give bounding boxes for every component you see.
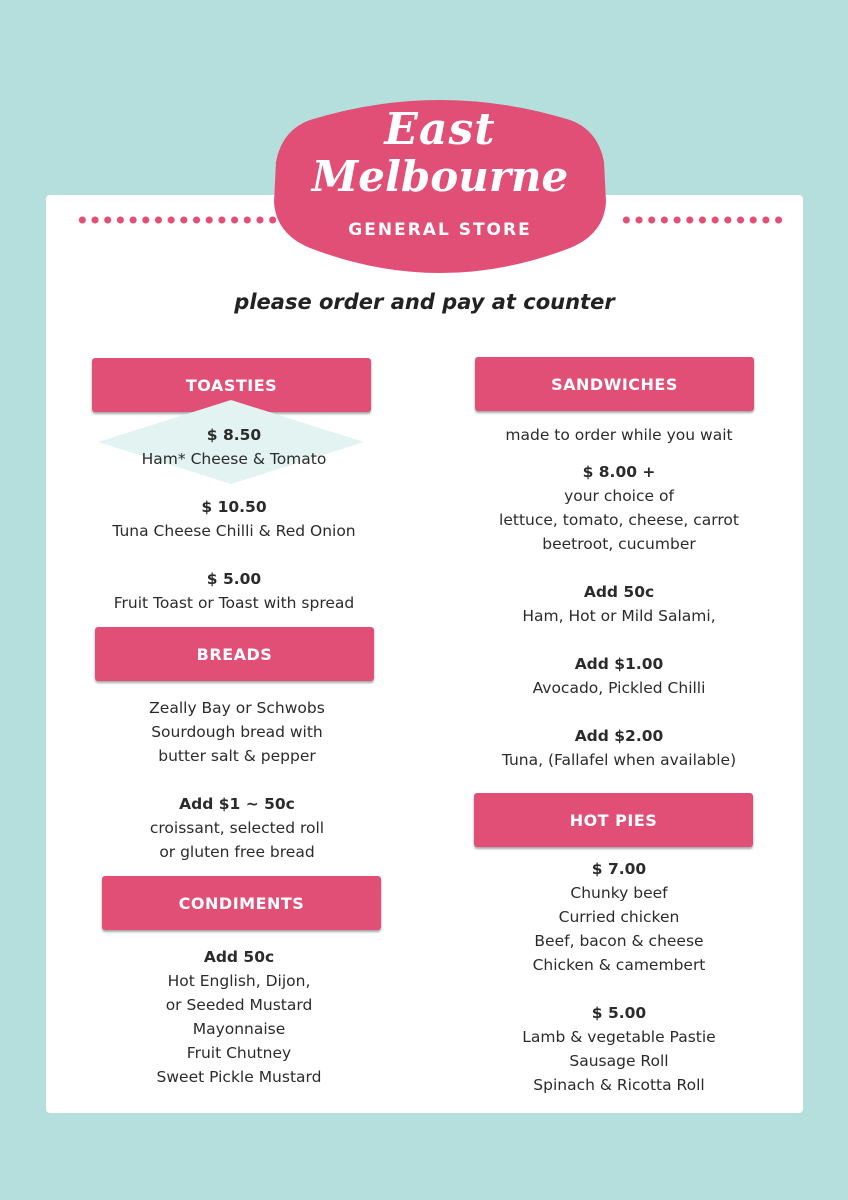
toastie-price: $ 8.50	[206, 426, 262, 444]
toastie-desc: Fruit Toast or Toast with spread	[113, 594, 355, 612]
pie-item: Lamb & vegetable Pastie	[522, 1028, 716, 1046]
pie-price: $ 5.00	[591, 1004, 647, 1022]
sandwich-addon-price: Add $2.00	[574, 727, 664, 745]
hot-pies-heading: HOT PIES	[474, 793, 753, 847]
pie-item: Chicken & camembert	[532, 956, 706, 974]
sandwich-addon-desc: Avocado, Pickled Chilli	[532, 679, 706, 697]
sandwich-base-desc: your choice of	[564, 487, 674, 505]
condiment-item: Mayonnaise	[192, 1020, 286, 1038]
bread-desc-line: butter salt & pepper	[158, 747, 316, 765]
condiment-price: Add 50c	[203, 948, 275, 966]
pie-item: Curried chicken	[558, 908, 680, 926]
logo-line-east: East	[384, 104, 496, 155]
sandwich-base-desc: lettuce, tomato, cheese, carrot	[499, 511, 739, 529]
sandwiches-heading: SANDWICHES	[475, 357, 754, 411]
toastie-price: $ 5.00	[206, 570, 262, 588]
condiments-list	[102, 945, 376, 1089]
bread-desc-line: Sourdough bread with	[151, 723, 323, 741]
sandwich-note: made to order while you wait	[505, 426, 733, 444]
sandwich-base-desc: beetroot, cucumber	[542, 535, 696, 553]
toasties-heading: TOASTIES	[92, 358, 371, 412]
store-logo	[270, 92, 610, 282]
condiment-item: or Seeded Mustard	[165, 996, 313, 1014]
condiment-item: Hot English, Dijon,	[167, 972, 311, 990]
dotted-divider-left	[76, 216, 276, 224]
bread-desc-line: Zeally Bay or Schwobs	[149, 699, 325, 717]
condiments-heading: CONDIMENTS	[102, 876, 381, 930]
condiment-item: Fruit Chutney	[186, 1044, 292, 1062]
dotted-divider-right	[620, 216, 782, 224]
pie-item: Sausage Roll	[569, 1052, 669, 1070]
sandwich-addon-price: Add 50c	[583, 583, 655, 601]
sandwich-base-price: $ 8.00 +	[582, 463, 656, 481]
sandwich-addon-price: Add $1.00	[574, 655, 664, 673]
pie-item: Chunky beef	[570, 884, 668, 902]
bread-add-desc: croissant, selected roll	[149, 819, 325, 837]
logo-line-melbourne: Melbourne	[311, 152, 569, 201]
bread-add-price: Add $1 ~ 50c	[179, 795, 295, 813]
sandwiches-list	[466, 423, 772, 772]
breads-heading: BREADS	[95, 627, 374, 681]
breads-list	[95, 696, 379, 864]
toasties-list	[92, 423, 376, 615]
pie-price: $ 7.00	[591, 860, 647, 878]
sandwich-addon-desc: Ham, Hot or Mild Salami,	[522, 607, 716, 625]
condiment-item: Sweet Pickle Mustard	[156, 1068, 322, 1086]
order-tagline: please order and pay at counter	[234, 290, 615, 314]
logo-subtitle: GENERAL STORE	[348, 220, 532, 240]
toastie-price: $ 10.50	[201, 498, 267, 516]
hot-pies-list	[466, 857, 772, 1097]
pie-item: Beef, bacon & cheese	[534, 932, 704, 950]
toastie-desc: Tuna Cheese Chilli & Red Onion	[112, 522, 356, 540]
bread-add-desc: or gluten free bread	[159, 843, 315, 861]
sandwich-addon-desc: Tuna, (Fallafel when available)	[501, 751, 737, 769]
pie-item: Spinach & Ricotta Roll	[533, 1076, 705, 1094]
toastie-desc: Ham* Cheese & Tomato	[141, 450, 327, 468]
